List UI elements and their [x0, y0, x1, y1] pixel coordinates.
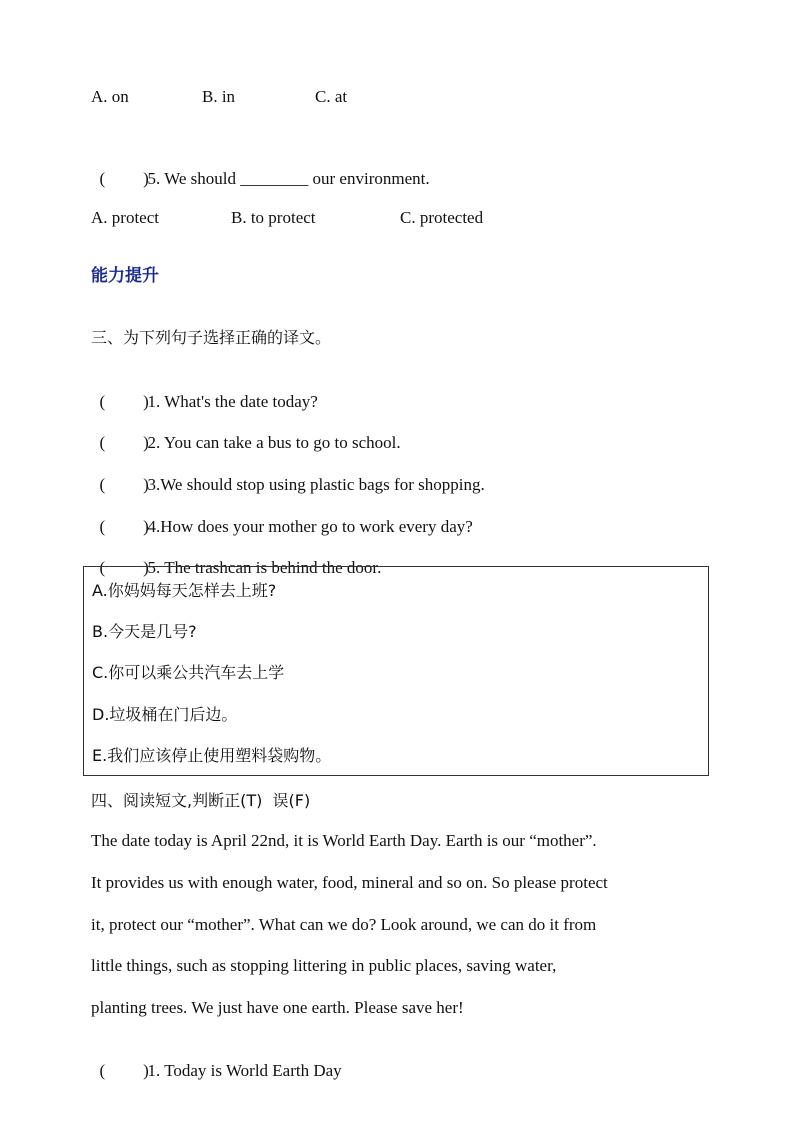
item-text: 3.We should stop using plastic bags for shopping. — [147, 475, 485, 494]
option-b: B. in — [202, 87, 236, 106]
paragraph-line: it, protect our “mother”. What can we do? Look around, we can do it from — [91, 915, 597, 934]
item-text: 4.How does your mother go to work every day? — [147, 517, 473, 536]
answer-paren: ( ) — [99, 169, 149, 188]
section-3-title: 三、为下列句子选择正确的译文。 — [91, 328, 332, 347]
choice-d: D.垃圾桶在门后边。 — [92, 705, 238, 724]
item-text: 1. What's the date today? — [147, 392, 318, 411]
item-text: 5. The trashcan is behind the door. — [147, 558, 382, 577]
paragraph-line: The date today is April 22nd, it is World Earth Day. Earth is our “mother”. — [91, 831, 597, 850]
item-text: 1. Today is World Earth Day — [147, 1061, 342, 1080]
choice-b: B.今天是几号? — [92, 622, 197, 641]
choices-box — [83, 566, 709, 776]
option-a: A. on — [91, 87, 129, 106]
question-text: 5. We should ________ our environment. — [147, 169, 430, 188]
choice-c: C.你可以乘公共汽车去上学 — [92, 663, 285, 682]
paragraph-line: planting trees. We just have one earth. Please save her! — [91, 998, 464, 1017]
option-c: C. protected — [400, 208, 484, 227]
section-4-title: 四、阅读短文,判断正(T) 误(F) — [91, 791, 311, 810]
choice-a: A.你妈妈每天怎样去上班? — [92, 581, 277, 600]
item-text: 2. You can take a bus to go to school. — [147, 433, 401, 452]
question-5 — [91, 146, 430, 190]
section-heading: 能力提升 — [91, 266, 159, 286]
choice-e: E.我们应该停止使用塑料袋购物。 — [92, 746, 332, 765]
option-a: A. protect — [91, 208, 159, 227]
list-item: ( )2. You can take a bus to go to school. — [99, 433, 401, 452]
list-item: ( )4.How does your mother go to work every day? — [99, 517, 473, 536]
option-b: B. to protect — [231, 208, 316, 227]
list-item: ( )1. What's the date today? — [99, 392, 318, 411]
list-item: ( )3.We should stop using plastic bags for shopping. — [99, 475, 485, 494]
option-c: C. at — [315, 87, 348, 106]
paragraph-line: little things, such as stopping littering in public places, saving water, — [91, 956, 557, 975]
paragraph-line: It provides us with enough water, food, mineral and so on. So please protect — [91, 873, 608, 892]
list-item: ( )5. The trashcan is behind the door. — [99, 558, 382, 577]
list-item: ( )1. Today is World Earth Day — [99, 1061, 342, 1080]
